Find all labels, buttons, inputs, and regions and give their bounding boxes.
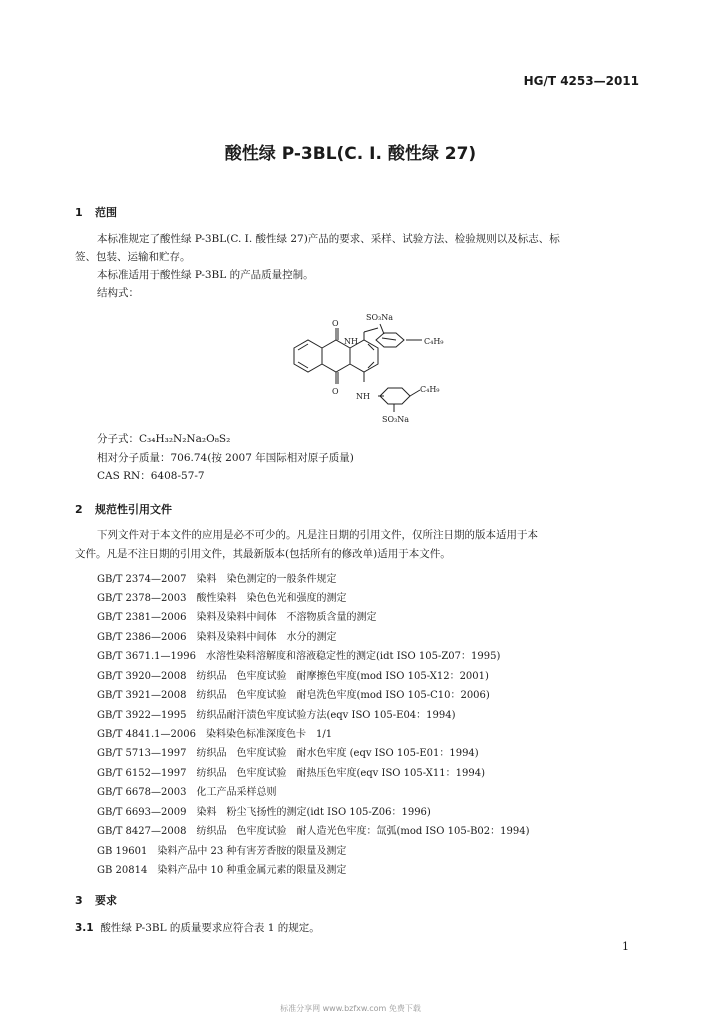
cas-number: CAS RN：6408-57-7: [97, 470, 205, 482]
reference-item: GB/T 3671.1—1996 水溶性染料溶解度和溶液稳定性的测定(idt ISO 105-Z07：1995): [97, 651, 501, 662]
molecular-formula: 分子式：C₃₄H₃₂N₂Na₂O₈S₂: [97, 433, 231, 445]
reference-item: GB/T 3921—2008 纺织品 色牢度试验 耐皂洗色牢度(mod ISO 105-C10：2006): [97, 690, 490, 701]
molecular-weight: 相对分子质量：706.74(按 2007 年国际相对原子质量): [97, 452, 354, 464]
oxygen-top-label: O: [332, 319, 339, 328]
reference-item: GB/T 3922—1995 纺织品耐汗渍色牢度试验方法(eqv ISO 105-E04：1994): [97, 710, 456, 721]
document-title: 酸性绿 P-3BL(C. I. 酸性绿 27): [224, 144, 477, 164]
so3na-top-label: SO₃Na: [366, 313, 394, 322]
section-1-heading: [75, 204, 117, 220]
clause-text: 酸性绿 P-3BL 的质量要求应符合表 1 的规定。: [100, 922, 320, 934]
anthraquinone-left-ring: [294, 340, 322, 372]
reference-item: GB/T 6678—2003 化工产品采样总则: [97, 787, 277, 798]
page-number: 1: [622, 940, 629, 953]
section-number: 3: [75, 894, 83, 907]
c4h9-top-label: C₄H₉: [424, 337, 444, 346]
clause-3-1: [75, 920, 320, 935]
section-2-heading: [75, 501, 172, 517]
top-aryl-ring: [376, 333, 404, 347]
reference-item: GB/T 2386—2006 染料及染料中间体 水分的测定: [97, 632, 337, 643]
reference-item: GB/T 6693—2009 染料 粉尘飞扬性的测定(idt ISO 105-Z06：1996): [97, 807, 431, 818]
section-3-heading: [75, 892, 117, 908]
reference-item: GB/T 2374—2007 染料 染色测定的一般条件规定: [97, 574, 337, 585]
scope-para-1-line-1: 本标准规定了酸性绿 P-3BL(C. I. 酸性绿 27)产品的要求、采样、试验方法、检验规则以及标志、标: [97, 233, 560, 245]
nh-top-label: NH: [344, 337, 358, 346]
section-number: 1: [75, 206, 83, 219]
refs-intro-line-2: 文件。凡是不注日期的引用文件，其最新版本(包括所有的修改单)适用于本文件。: [75, 548, 451, 560]
structure-label: 结构式：: [97, 287, 139, 299]
section-number: 2: [75, 503, 83, 516]
reference-item: GB/T 2381—2006 染料及染料中间体 不溶物质含量的测定: [97, 612, 377, 623]
chemical-structure: [270, 300, 460, 435]
reference-item: GB 19601 染料产品中 23 种有害芳香胺的限量及测定: [97, 846, 347, 857]
oxygen-bottom-label: O: [332, 387, 339, 396]
nh-bottom-label: NH: [356, 392, 370, 401]
scope-para-1-line-2: 签、包装、运输和贮存。: [75, 251, 191, 263]
clause-number: 3.1: [75, 922, 94, 934]
standard-code: HG/T 4253—2011: [523, 74, 639, 88]
so3na-bottom-label: SO₃Na: [382, 415, 410, 424]
section-title: 范围: [95, 206, 117, 219]
reference-item: GB/T 4841.1—2006 染料染色标准深度色卡 1/1: [97, 729, 333, 740]
refs-intro-line-1: 下列文件对于本文件的应用是必不可少的。凡是注日期的引用文件，仅所注日期的版本适用于本: [97, 529, 538, 541]
bottom-aryl-ring: [380, 388, 410, 404]
c4h9-bottom-label: C₄H₉: [420, 385, 440, 394]
reference-item: GB/T 5713—1997 纺织品 色牢度试验 耐水色牢度 (eqv ISO 105-E01：1994): [97, 748, 479, 759]
scope-para-2: 本标准适用于酸性绿 P-3BL 的产品质量控制。: [97, 269, 314, 281]
watermark-footer: 标准分享网 www.bzfxw.com 免费下载: [280, 1004, 421, 1013]
reference-item: GB/T 3920—2008 纺织品 色牢度试验 耐摩擦色牢度(mod ISO 105-X12：2001): [97, 671, 489, 682]
section-title: 规范性引用文件: [95, 503, 172, 516]
section-title: 要求: [95, 894, 117, 907]
reference-item: GB/T 8427—2008 纺织品 色牢度试验 耐人造光色牢度：氙弧(mod ISO 105-B02：1994): [97, 826, 530, 837]
reference-item: GB/T 6152—1997 纺织品 色牢度试验 耐热压色牢度(eqv ISO 105-X11：1994): [97, 768, 485, 779]
reference-item: GB 20814 染料产品中 10 种重金属元素的限量及测定: [97, 865, 347, 876]
reference-item: GB/T 2378—2003 酸性染料 染色色光和强度的测定: [97, 593, 347, 604]
